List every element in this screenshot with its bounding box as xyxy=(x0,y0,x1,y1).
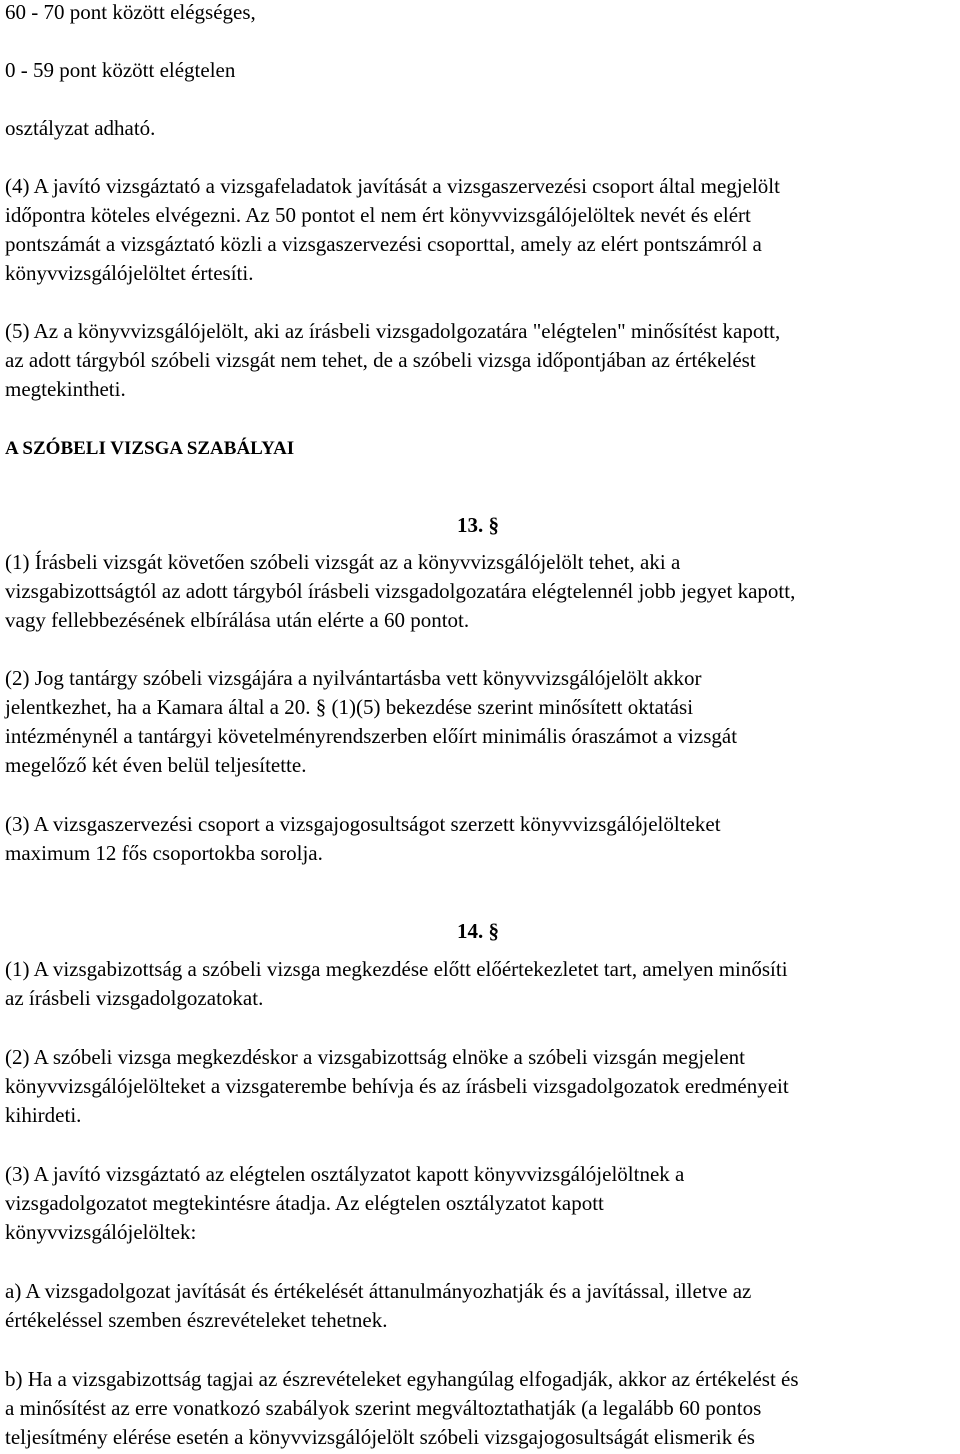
grade-line-sufficient: 60 - 70 pont között elégséges, xyxy=(5,0,256,24)
paragraph-line: maximum 12 fős csoportokba sorolja. xyxy=(5,841,323,865)
paragraph-line: könyvvizsgálójelöltek: xyxy=(5,1220,197,1244)
paragraph-line: (2) A szóbeli vizsga megkezdéskor a vizsgabizottság elnöke a szóbeli vizsgán megjelent xyxy=(5,1045,746,1069)
paragraph-line: vagy fellebbezésének elbírálása után elérte a 60 pontot. xyxy=(5,608,470,632)
paragraph-line: könyvvizsgálójelöltet értesíti. xyxy=(5,261,254,285)
paragraph-line: könyvvizsgálójelölteket a vizsgaterembe behívja és az írásbeli vizsgadolgozatok eredményeit xyxy=(5,1074,789,1098)
paragraph-line: (5) Az a könyvvizsgálójelölt, aki az írásbeli vizsgadolgozatára "elégtelen" minősítést kapott, xyxy=(5,319,781,343)
paragraph-line: (2) Jog tantárgy szóbeli vizsgájára a nyilvántartásba vett könyvvizsgálójelölt akkor xyxy=(5,666,702,690)
grade-line-insufficient: 0 - 59 pont között elégtelen xyxy=(5,58,236,82)
paragraph-line: vizsgabizottságtól az adott tárgyból írásbeli vizsgadolgozatára elégtelennél jobb jegyet kapott, xyxy=(5,579,796,603)
paragraph-line: a) A vizsgadolgozat javítását és értékelését áttanulmányozhatják és a javítással, illetve az xyxy=(5,1279,752,1303)
paragraph-line: az írásbeli vizsgadolgozatokat. xyxy=(5,986,264,1010)
paragraph-line: jelentkezhet, ha a Kamara által a 20. § (1)(5) bekezdése szerint minősített oktatási xyxy=(5,695,694,719)
paragraph-line: (3) A vizsgaszervezési csoport a vizsgajogosultságot szerzett könyvvizsgálójelölteket xyxy=(5,812,721,836)
section-number-14: 14. § xyxy=(457,919,499,943)
paragraph-line: megtekintheti. xyxy=(5,377,126,401)
grade-line-note: osztályzat adható. xyxy=(5,116,156,140)
paragraph-line: (4) A javító vizsgáztató a vizsgafeladatok javítását a vizsgaszervezési csoport által megjelölt xyxy=(5,174,780,198)
paragraph-line: (1) Írásbeli vizsgát követően szóbeli vizsgát az a könyvvizsgálójelölt tehet, aki a xyxy=(5,550,681,574)
paragraph-line: a minősítést az erre vonatkozó szabályok szerint megváltoztathatják (a legalább 60 pontos xyxy=(5,1396,762,1420)
paragraph-line: pontszámát a vizsgáztató közli a vizsgaszervezési csoporttal, amely az elért pontszámról a xyxy=(5,232,762,256)
paragraph-line: teljesítmény elérése esetén a könyvvizsgálójelölt szóbeli vizsgajogosultságát elismerik és xyxy=(5,1425,755,1449)
section-heading: A SZÓBELI VIZSGA SZABÁLYAI xyxy=(5,438,295,459)
paragraph-line: b) Ha a vizsgabizottság tagjai az észrevételeket egyhangúlag elfogadják, akkor az értékelést és xyxy=(5,1367,799,1391)
paragraph-line: időpontra köteles elvégezni. Az 50 pontot el nem ért könyvvizsgálójelöltek nevét és elért xyxy=(5,203,751,227)
paragraph-line: intézménynél a tantárgyi követelményrendszerben előírt minimális óraszámot a vizsgát xyxy=(5,724,738,748)
paragraph-line: kihirdeti. xyxy=(5,1103,82,1127)
paragraph-line: vizsgadolgozatot megtekintésre átadja. Az elégtelen osztályzatot kapott xyxy=(5,1191,604,1215)
paragraph-line: értékeléssel szemben észrevételeket tehetnek. xyxy=(5,1308,388,1332)
paragraph-line: (3) A javító vizsgáztató az elégtelen osztályzatot kapott könyvvizsgálójelöltnek a xyxy=(5,1162,685,1186)
paragraph-line: megelőző két éven belül teljesítette. xyxy=(5,753,307,777)
paragraph-line: (1) A vizsgabizottság a szóbeli vizsga megkezdése előtt előértekezletet tart, amelyen minősíti xyxy=(5,957,788,981)
paragraph-line: az adott tárgyból szóbeli vizsgát nem tehet, de a szóbeli vizsga időpontjában az értékelést xyxy=(5,348,756,372)
section-number-13: 13. § xyxy=(457,513,499,537)
